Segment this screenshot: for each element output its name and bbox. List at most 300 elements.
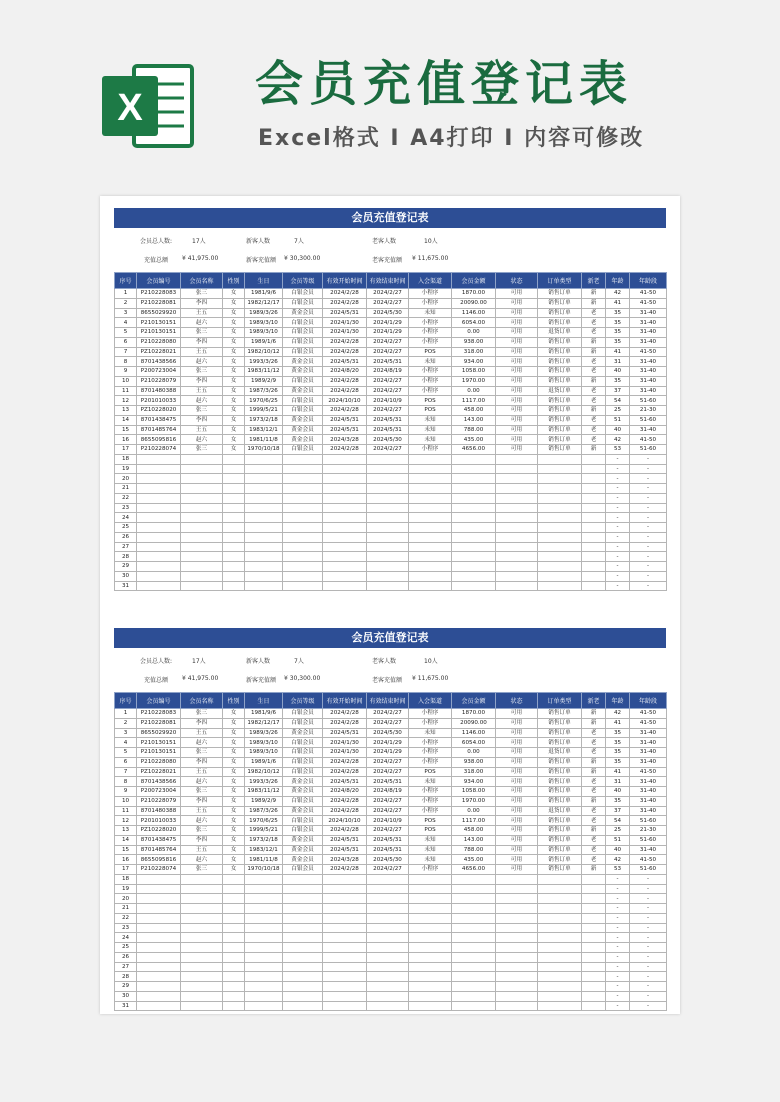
- col-amount-cell[interactable]: 318.00: [452, 347, 496, 357]
- col-channel-cell[interactable]: [409, 884, 452, 894]
- col-gender-cell[interactable]: 女: [223, 787, 245, 797]
- col-level-cell[interactable]: 黄金会员: [283, 855, 323, 865]
- col-valid-end-cell[interactable]: 2024/2/27: [367, 376, 409, 386]
- col-status-cell[interactable]: 可用: [496, 396, 538, 406]
- col-new-old-cell[interactable]: [582, 933, 606, 943]
- col-channel-cell[interactable]: [409, 484, 452, 494]
- col-index-cell[interactable]: 20: [115, 474, 137, 484]
- col-valid-start-cell[interactable]: [323, 464, 367, 474]
- col-amount-cell[interactable]: 938.00: [452, 337, 496, 347]
- col-valid-end-cell[interactable]: 2024/2/27: [367, 337, 409, 347]
- col-age-cell[interactable]: 40: [606, 787, 630, 797]
- col-index-cell[interactable]: 19: [115, 884, 137, 894]
- col-level-cell[interactable]: [283, 982, 323, 992]
- col-birthday-cell[interactable]: [245, 894, 283, 904]
- col-channel-cell[interactable]: 未知: [409, 777, 452, 787]
- col-age-range-cell[interactable]: 51-60: [630, 415, 667, 425]
- col-channel-cell[interactable]: [409, 913, 452, 923]
- col-member-id-cell[interactable]: 8655095816: [137, 855, 181, 865]
- col-age-range-cell[interactable]: -: [630, 513, 667, 523]
- col-level-cell[interactable]: 黄金会员: [283, 728, 323, 738]
- col-status-cell[interactable]: 可用: [496, 748, 538, 758]
- col-index-cell[interactable]: 31: [115, 1001, 137, 1011]
- col-valid-start-cell[interactable]: [323, 933, 367, 943]
- col-order-type-cell[interactable]: 销售订单: [538, 308, 582, 318]
- col-birthday-cell[interactable]: [245, 562, 283, 572]
- col-member-name-cell[interactable]: 李四: [181, 298, 223, 308]
- col-valid-start-cell[interactable]: 2024/2/28: [323, 289, 367, 299]
- col-channel-cell[interactable]: 未知: [409, 415, 452, 425]
- col-age-range-cell[interactable]: 51-60: [630, 396, 667, 406]
- col-age-cell[interactable]: -: [606, 474, 630, 484]
- col-age-range-cell[interactable]: -: [630, 542, 667, 552]
- col-age-cell[interactable]: -: [606, 972, 630, 982]
- col-member-name-cell[interactable]: 赵六: [181, 318, 223, 328]
- col-gender-cell[interactable]: 女: [223, 337, 245, 347]
- col-status-cell[interactable]: 可用: [496, 308, 538, 318]
- col-member-id-cell[interactable]: [137, 581, 181, 591]
- col-member-name-cell[interactable]: [181, 972, 223, 982]
- col-level-cell[interactable]: [283, 464, 323, 474]
- col-status-cell[interactable]: 可用: [496, 709, 538, 719]
- col-index-cell[interactable]: 21: [115, 904, 137, 914]
- col-age-cell[interactable]: -: [606, 581, 630, 591]
- col-new-old-cell[interactable]: 新: [582, 865, 606, 875]
- col-channel-cell[interactable]: 小程序: [409, 748, 452, 758]
- col-new-old-cell[interactable]: 老: [582, 415, 606, 425]
- col-valid-start-cell[interactable]: 2024/5/31: [323, 845, 367, 855]
- col-index-cell[interactable]: 28: [115, 552, 137, 562]
- col-valid-start-cell[interactable]: [323, 503, 367, 513]
- col-gender-cell[interactable]: [223, 923, 245, 933]
- col-member-id-cell[interactable]: P210130151: [137, 738, 181, 748]
- col-status-cell[interactable]: [496, 552, 538, 562]
- col-member-name-cell[interactable]: 赵六: [181, 396, 223, 406]
- col-gender-cell[interactable]: 女: [223, 777, 245, 787]
- col-age-cell[interactable]: -: [606, 542, 630, 552]
- col-index-cell[interactable]: 4: [115, 318, 137, 328]
- col-birthday-cell[interactable]: 1989/1/6: [245, 757, 283, 767]
- col-new-old-cell[interactable]: 老: [582, 386, 606, 396]
- col-valid-start-cell[interactable]: [323, 454, 367, 464]
- col-valid-end-cell[interactable]: [367, 952, 409, 962]
- col-channel-cell[interactable]: 小程序: [409, 318, 452, 328]
- col-age-range-cell[interactable]: 31-40: [630, 318, 667, 328]
- col-order-type-cell[interactable]: [538, 1001, 582, 1011]
- col-order-type-cell[interactable]: 销售订单: [538, 845, 582, 855]
- col-gender-cell[interactable]: [223, 894, 245, 904]
- col-new-old-cell[interactable]: 新: [582, 709, 606, 719]
- col-gender-cell[interactable]: [223, 552, 245, 562]
- col-member-id-cell[interactable]: 8701480388: [137, 386, 181, 396]
- col-valid-start-cell[interactable]: [323, 904, 367, 914]
- col-member-id-cell[interactable]: [137, 454, 181, 464]
- col-new-old-cell[interactable]: [582, 532, 606, 542]
- col-index-cell[interactable]: 31: [115, 581, 137, 591]
- col-gender-cell[interactable]: [223, 933, 245, 943]
- col-level-cell[interactable]: 黄金会员: [283, 415, 323, 425]
- col-age-range-cell[interactable]: -: [630, 484, 667, 494]
- col-gender-cell[interactable]: [223, 503, 245, 513]
- col-order-type-cell[interactable]: [538, 874, 582, 884]
- col-index-cell[interactable]: 1: [115, 289, 137, 299]
- col-valid-end-cell[interactable]: 2024/5/31: [367, 415, 409, 425]
- col-member-name-cell[interactable]: 王五: [181, 386, 223, 396]
- col-channel-cell[interactable]: 未知: [409, 835, 452, 845]
- col-amount-cell[interactable]: 1146.00: [452, 728, 496, 738]
- col-age-cell[interactable]: 42: [606, 289, 630, 299]
- col-channel-cell[interactable]: [409, 923, 452, 933]
- col-valid-end-cell[interactable]: [367, 874, 409, 884]
- col-level-cell[interactable]: [283, 532, 323, 542]
- col-new-old-cell[interactable]: 新: [582, 767, 606, 777]
- col-member-name-cell[interactable]: 王五: [181, 845, 223, 855]
- col-member-id-cell[interactable]: P210228081: [137, 298, 181, 308]
- col-valid-end-cell[interactable]: 2024/1/29: [367, 328, 409, 338]
- col-level-cell[interactable]: [283, 972, 323, 982]
- col-channel-cell[interactable]: [409, 542, 452, 552]
- col-age-range-cell[interactable]: 31-40: [630, 728, 667, 738]
- col-age-range-cell[interactable]: -: [630, 474, 667, 484]
- col-index-cell[interactable]: 29: [115, 982, 137, 992]
- col-order-type-cell[interactable]: 退货订单: [538, 386, 582, 396]
- col-valid-end-cell[interactable]: 2024/2/27: [367, 289, 409, 299]
- col-status-cell[interactable]: [496, 542, 538, 552]
- col-status-cell[interactable]: 可用: [496, 738, 538, 748]
- col-member-id-cell[interactable]: P210228083: [137, 709, 181, 719]
- col-amount-cell[interactable]: 1970.00: [452, 376, 496, 386]
- col-level-cell[interactable]: [283, 493, 323, 503]
- col-birthday-cell[interactable]: 1989/2/9: [245, 376, 283, 386]
- col-member-id-cell[interactable]: P210130151: [137, 328, 181, 338]
- col-status-cell[interactable]: 可用: [496, 787, 538, 797]
- col-new-old-cell[interactable]: [582, 484, 606, 494]
- col-level-cell[interactable]: [283, 513, 323, 523]
- col-age-range-cell[interactable]: -: [630, 933, 667, 943]
- col-index-cell[interactable]: 15: [115, 425, 137, 435]
- col-order-type-cell[interactable]: [538, 991, 582, 1001]
- col-valid-start-cell[interactable]: 2024/2/28: [323, 757, 367, 767]
- col-index-cell[interactable]: 13: [115, 826, 137, 836]
- col-age-cell[interactable]: 40: [606, 845, 630, 855]
- col-level-cell[interactable]: [283, 571, 323, 581]
- col-status-cell[interactable]: [496, 571, 538, 581]
- col-order-type-cell[interactable]: [538, 962, 582, 972]
- col-valid-start-cell[interactable]: 2024/2/28: [323, 337, 367, 347]
- col-birthday-cell[interactable]: [245, 532, 283, 542]
- col-amount-cell[interactable]: [452, 552, 496, 562]
- col-order-type-cell[interactable]: [538, 884, 582, 894]
- col-level-cell[interactable]: 白银会员: [283, 328, 323, 338]
- col-new-old-cell[interactable]: [582, 962, 606, 972]
- col-valid-end-cell[interactable]: [367, 571, 409, 581]
- col-gender-cell[interactable]: [223, 474, 245, 484]
- col-level-cell[interactable]: [283, 923, 323, 933]
- col-order-type-cell[interactable]: [538, 552, 582, 562]
- col-member-id-cell[interactable]: [137, 991, 181, 1001]
- col-level-cell[interactable]: 黄金会员: [283, 367, 323, 377]
- col-gender-cell[interactable]: [223, 464, 245, 474]
- col-birthday-cell[interactable]: 1989/1/6: [245, 337, 283, 347]
- col-member-name-cell[interactable]: 张三: [181, 289, 223, 299]
- col-member-name-cell[interactable]: [181, 552, 223, 562]
- col-level-cell[interactable]: [283, 542, 323, 552]
- col-order-type-cell[interactable]: [538, 513, 582, 523]
- col-valid-end-cell[interactable]: 2024/5/30: [367, 855, 409, 865]
- col-member-name-cell[interactable]: [181, 982, 223, 992]
- col-age-cell[interactable]: 35: [606, 748, 630, 758]
- col-level-cell[interactable]: 白银会员: [283, 709, 323, 719]
- col-birthday-cell[interactable]: [245, 552, 283, 562]
- col-birthday-cell[interactable]: 1989/2/9: [245, 796, 283, 806]
- col-valid-end-cell[interactable]: [367, 943, 409, 953]
- col-index-cell[interactable]: 18: [115, 874, 137, 884]
- col-valid-start-cell[interactable]: [323, 562, 367, 572]
- col-member-id-cell[interactable]: P210130151: [137, 318, 181, 328]
- col-gender-cell[interactable]: 女: [223, 347, 245, 357]
- col-amount-cell[interactable]: 0.00: [452, 806, 496, 816]
- col-valid-start-cell[interactable]: 2024/2/28: [323, 347, 367, 357]
- col-gender-cell[interactable]: 女: [223, 826, 245, 836]
- col-amount-cell[interactable]: 934.00: [452, 777, 496, 787]
- col-order-type-cell[interactable]: [538, 562, 582, 572]
- col-index-cell[interactable]: 8: [115, 357, 137, 367]
- col-birthday-cell[interactable]: 1973/2/18: [245, 415, 283, 425]
- col-valid-end-cell[interactable]: [367, 894, 409, 904]
- col-channel-cell[interactable]: [409, 972, 452, 982]
- col-age-cell[interactable]: -: [606, 933, 630, 943]
- col-birthday-cell[interactable]: [245, 503, 283, 513]
- col-level-cell[interactable]: 黄金会员: [283, 357, 323, 367]
- col-new-old-cell[interactable]: 新: [582, 757, 606, 767]
- col-level-cell[interactable]: [283, 552, 323, 562]
- col-member-id-cell[interactable]: [137, 884, 181, 894]
- col-gender-cell[interactable]: [223, 454, 245, 464]
- col-status-cell[interactable]: [496, 972, 538, 982]
- col-age-cell[interactable]: 35: [606, 757, 630, 767]
- col-status-cell[interactable]: [496, 523, 538, 533]
- col-valid-start-cell[interactable]: [323, 952, 367, 962]
- col-valid-end-cell[interactable]: 2024/2/27: [367, 767, 409, 777]
- col-member-id-cell[interactable]: [137, 523, 181, 533]
- col-valid-end-cell[interactable]: [367, 581, 409, 591]
- col-age-range-cell[interactable]: -: [630, 913, 667, 923]
- col-age-range-cell[interactable]: 31-40: [630, 367, 667, 377]
- col-channel-cell[interactable]: 未知: [409, 425, 452, 435]
- col-level-cell[interactable]: [283, 474, 323, 484]
- col-age-range-cell[interactable]: -: [630, 991, 667, 1001]
- col-member-name-cell[interactable]: 张三: [181, 826, 223, 836]
- col-index-cell[interactable]: 7: [115, 767, 137, 777]
- col-level-cell[interactable]: 白银会员: [283, 318, 323, 328]
- col-amount-cell[interactable]: [452, 523, 496, 533]
- col-new-old-cell[interactable]: 老: [582, 396, 606, 406]
- col-age-range-cell[interactable]: 41-50: [630, 435, 667, 445]
- col-member-name-cell[interactable]: 王五: [181, 806, 223, 816]
- col-order-type-cell[interactable]: 销售订单: [538, 855, 582, 865]
- col-member-id-cell[interactable]: 8701485764: [137, 845, 181, 855]
- col-member-id-cell[interactable]: P210228074: [137, 865, 181, 875]
- col-birthday-cell[interactable]: [245, 1001, 283, 1011]
- col-birthday-cell[interactable]: 1999/5/21: [245, 406, 283, 416]
- col-amount-cell[interactable]: [452, 894, 496, 904]
- col-new-old-cell[interactable]: [582, 571, 606, 581]
- col-amount-cell[interactable]: [452, 943, 496, 953]
- col-amount-cell[interactable]: [452, 874, 496, 884]
- col-status-cell[interactable]: 可用: [496, 406, 538, 416]
- col-valid-end-cell[interactable]: [367, 542, 409, 552]
- col-age-cell[interactable]: 40: [606, 367, 630, 377]
- col-member-name-cell[interactable]: [181, 933, 223, 943]
- col-amount-cell[interactable]: 458.00: [452, 826, 496, 836]
- col-channel-cell[interactable]: [409, 454, 452, 464]
- col-level-cell[interactable]: [283, 454, 323, 464]
- col-birthday-cell[interactable]: 1993/3/26: [245, 777, 283, 787]
- col-valid-end-cell[interactable]: [367, 474, 409, 484]
- col-amount-cell[interactable]: 318.00: [452, 767, 496, 777]
- col-status-cell[interactable]: [496, 454, 538, 464]
- col-level-cell[interactable]: 白银会员: [283, 376, 323, 386]
- col-status-cell[interactable]: 可用: [496, 796, 538, 806]
- col-index-cell[interactable]: 21: [115, 484, 137, 494]
- col-age-range-cell[interactable]: -: [630, 503, 667, 513]
- col-index-cell[interactable]: 27: [115, 542, 137, 552]
- col-level-cell[interactable]: 黄金会员: [283, 425, 323, 435]
- col-channel-cell[interactable]: [409, 571, 452, 581]
- col-order-type-cell[interactable]: 销售订单: [538, 318, 582, 328]
- col-member-name-cell[interactable]: 王五: [181, 308, 223, 318]
- col-status-cell[interactable]: [496, 484, 538, 494]
- col-gender-cell[interactable]: 女: [223, 865, 245, 875]
- col-member-name-cell[interactable]: [181, 952, 223, 962]
- col-new-old-cell[interactable]: 新: [582, 289, 606, 299]
- col-gender-cell[interactable]: 女: [223, 415, 245, 425]
- col-age-cell[interactable]: 54: [606, 816, 630, 826]
- col-new-old-cell[interactable]: 老: [582, 748, 606, 758]
- col-level-cell[interactable]: [283, 884, 323, 894]
- col-status-cell[interactable]: [496, 464, 538, 474]
- col-new-old-cell[interactable]: 老: [582, 728, 606, 738]
- col-gender-cell[interactable]: [223, 532, 245, 542]
- col-order-type-cell[interactable]: 销售订单: [538, 435, 582, 445]
- col-member-name-cell[interactable]: 赵六: [181, 435, 223, 445]
- col-gender-cell[interactable]: 女: [223, 738, 245, 748]
- col-member-id-cell[interactable]: P210228080: [137, 757, 181, 767]
- col-order-type-cell[interactable]: [538, 913, 582, 923]
- col-new-old-cell[interactable]: 老: [582, 835, 606, 845]
- col-amount-cell[interactable]: [452, 503, 496, 513]
- col-order-type-cell[interactable]: [538, 943, 582, 953]
- col-channel-cell[interactable]: POS: [409, 406, 452, 416]
- col-order-type-cell[interactable]: 销售订单: [538, 396, 582, 406]
- col-level-cell[interactable]: 白银会员: [283, 445, 323, 455]
- col-new-old-cell[interactable]: 老: [582, 816, 606, 826]
- col-gender-cell[interactable]: [223, 904, 245, 914]
- col-amount-cell[interactable]: 143.00: [452, 415, 496, 425]
- col-index-cell[interactable]: 8: [115, 777, 137, 787]
- col-order-type-cell[interactable]: [538, 484, 582, 494]
- col-age-cell[interactable]: 35: [606, 728, 630, 738]
- col-age-range-cell[interactable]: 21-30: [630, 406, 667, 416]
- col-order-type-cell[interactable]: [538, 923, 582, 933]
- col-age-cell[interactable]: -: [606, 884, 630, 894]
- col-status-cell[interactable]: [496, 982, 538, 992]
- col-valid-start-cell[interactable]: 2024/2/28: [323, 709, 367, 719]
- col-birthday-cell[interactable]: 1973/2/18: [245, 835, 283, 845]
- col-level-cell[interactable]: 白银会员: [283, 796, 323, 806]
- col-birthday-cell[interactable]: 1981/11/8: [245, 855, 283, 865]
- col-channel-cell[interactable]: POS: [409, 767, 452, 777]
- col-new-old-cell[interactable]: [582, 513, 606, 523]
- col-level-cell[interactable]: 白银会员: [283, 298, 323, 308]
- col-age-cell[interactable]: 53: [606, 445, 630, 455]
- col-amount-cell[interactable]: 4656.00: [452, 865, 496, 875]
- col-age-cell[interactable]: 35: [606, 337, 630, 347]
- col-valid-start-cell[interactable]: 2024/5/31: [323, 425, 367, 435]
- col-member-name-cell[interactable]: [181, 884, 223, 894]
- col-member-id-cell[interactable]: P210228083: [137, 289, 181, 299]
- col-gender-cell[interactable]: [223, 884, 245, 894]
- col-member-name-cell[interactable]: 张三: [181, 328, 223, 338]
- col-status-cell[interactable]: [496, 884, 538, 894]
- col-valid-end-cell[interactable]: [367, 933, 409, 943]
- col-new-old-cell[interactable]: [582, 884, 606, 894]
- col-new-old-cell[interactable]: [582, 991, 606, 1001]
- col-valid-end-cell[interactable]: 2024/10/9: [367, 816, 409, 826]
- col-level-cell[interactable]: 白银会员: [283, 347, 323, 357]
- col-age-cell[interactable]: 35: [606, 376, 630, 386]
- col-gender-cell[interactable]: 女: [223, 298, 245, 308]
- col-age-range-cell[interactable]: 31-40: [630, 748, 667, 758]
- col-channel-cell[interactable]: [409, 982, 452, 992]
- col-amount-cell[interactable]: [452, 562, 496, 572]
- col-valid-start-cell[interactable]: 2024/2/28: [323, 386, 367, 396]
- col-status-cell[interactable]: [496, 923, 538, 933]
- col-valid-start-cell[interactable]: 2024/2/28: [323, 826, 367, 836]
- col-valid-end-cell[interactable]: [367, 552, 409, 562]
- col-age-cell[interactable]: -: [606, 513, 630, 523]
- col-valid-start-cell[interactable]: [323, 972, 367, 982]
- col-age-range-cell[interactable]: -: [630, 894, 667, 904]
- col-amount-cell[interactable]: [452, 991, 496, 1001]
- col-new-old-cell[interactable]: 老: [582, 357, 606, 367]
- col-age-range-cell[interactable]: -: [630, 532, 667, 542]
- col-birthday-cell[interactable]: 1983/11/12: [245, 787, 283, 797]
- col-index-cell[interactable]: 12: [115, 816, 137, 826]
- col-index-cell[interactable]: 18: [115, 454, 137, 464]
- col-order-type-cell[interactable]: 销售订单: [538, 357, 582, 367]
- col-birthday-cell[interactable]: 1989/3/10: [245, 748, 283, 758]
- col-amount-cell[interactable]: 788.00: [452, 425, 496, 435]
- col-level-cell[interactable]: [283, 874, 323, 884]
- col-age-range-cell[interactable]: 41-50: [630, 718, 667, 728]
- col-channel-cell[interactable]: [409, 874, 452, 884]
- col-age-cell[interactable]: -: [606, 894, 630, 904]
- col-new-old-cell[interactable]: 老: [582, 806, 606, 816]
- col-order-type-cell[interactable]: [538, 982, 582, 992]
- col-valid-end-cell[interactable]: 2024/2/27: [367, 865, 409, 875]
- col-channel-cell[interactable]: [409, 952, 452, 962]
- col-valid-end-cell[interactable]: 2024/2/27: [367, 718, 409, 728]
- col-age-range-cell[interactable]: -: [630, 982, 667, 992]
- col-level-cell[interactable]: [283, 904, 323, 914]
- col-valid-end-cell[interactable]: 2024/2/27: [367, 347, 409, 357]
- col-amount-cell[interactable]: 435.00: [452, 855, 496, 865]
- col-member-name-cell[interactable]: [181, 913, 223, 923]
- col-new-old-cell[interactable]: 老: [582, 435, 606, 445]
- col-age-cell[interactable]: 35: [606, 318, 630, 328]
- col-valid-start-cell[interactable]: 2024/2/28: [323, 298, 367, 308]
